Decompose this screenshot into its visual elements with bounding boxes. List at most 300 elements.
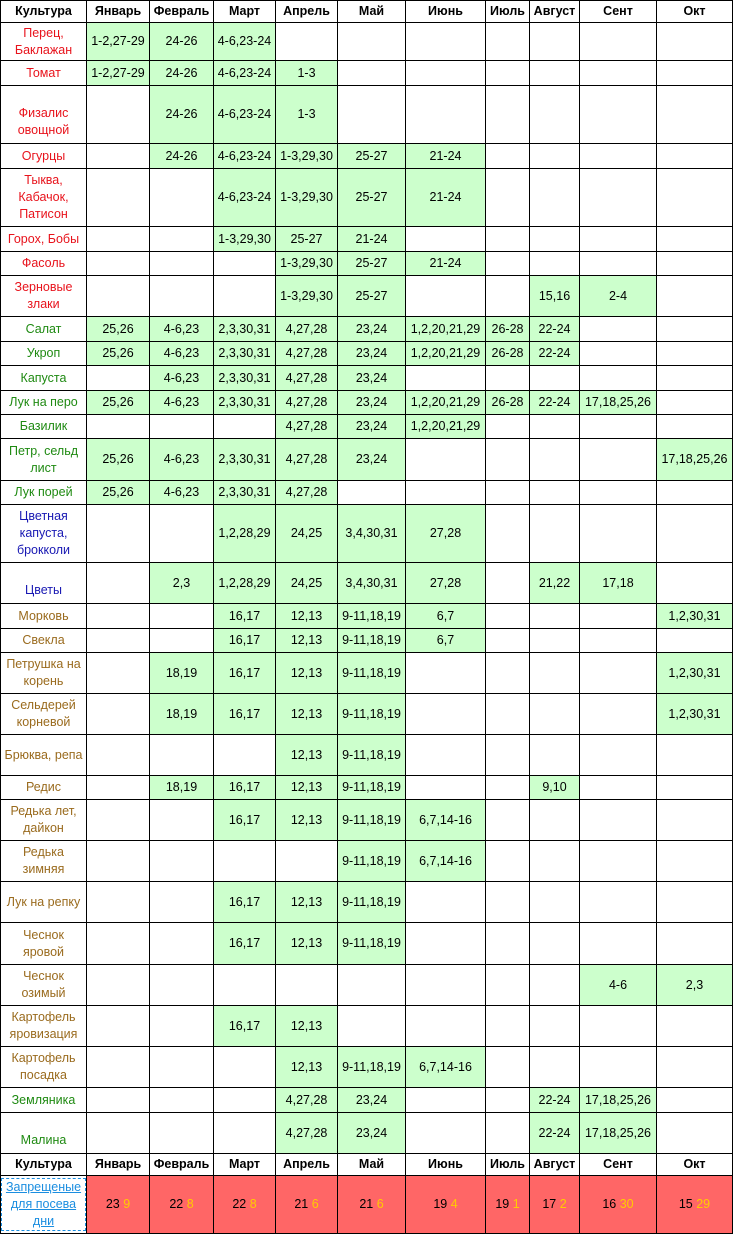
sowing-cell-aug bbox=[530, 439, 580, 481]
sowing-cell-jun: 6,7 bbox=[406, 629, 486, 653]
crop-name: Малина bbox=[1, 1113, 87, 1154]
sowing-cell-jul: 26-28 bbox=[486, 391, 530, 415]
sowing-cell-feb: 24-26 bbox=[150, 23, 214, 61]
sowing-cell-jun bbox=[406, 439, 486, 481]
sowing-cell-feb bbox=[150, 923, 214, 965]
crop-name: Укроп bbox=[1, 342, 87, 366]
header-month-oct: Окт bbox=[657, 1, 733, 23]
table-row bbox=[1, 841, 733, 882]
sowing-cell-jan bbox=[87, 366, 150, 391]
forbidden-day-primary: 16 bbox=[602, 1197, 617, 1211]
sowing-cell-apr: 24,25 bbox=[276, 505, 338, 563]
crop-name: Лук порей bbox=[1, 481, 87, 505]
sowing-cell-may bbox=[338, 1006, 406, 1047]
sowing-cell-mar bbox=[214, 1047, 276, 1088]
sowing-cell-jul bbox=[486, 841, 530, 882]
sowing-cell-sep bbox=[580, 1006, 657, 1047]
table-row bbox=[1, 391, 733, 415]
forbidden-day-secondary: 30 bbox=[619, 1197, 634, 1211]
sowing-cell-jun bbox=[406, 366, 486, 391]
table-row bbox=[1, 366, 733, 391]
sowing-cell-sep bbox=[580, 227, 657, 252]
sowing-cell-sep bbox=[580, 653, 657, 694]
sowing-cell-mar bbox=[214, 252, 276, 276]
sowing-cell-jan bbox=[87, 144, 150, 169]
sowing-cell-jul bbox=[486, 1047, 530, 1088]
crop-name: Земляника bbox=[1, 1088, 87, 1113]
header-month-aug: Август bbox=[530, 1, 580, 23]
header-month-jan: Январь bbox=[87, 1154, 150, 1176]
sowing-cell-apr: 1-3,29,30 bbox=[276, 276, 338, 317]
table-row bbox=[1, 1047, 733, 1088]
table-row bbox=[1, 61, 733, 86]
sowing-cell-mar: 2,3,30,31 bbox=[214, 366, 276, 391]
sowing-cell-aug: 15,16 bbox=[530, 276, 580, 317]
header-month-jun: Июнь bbox=[406, 1154, 486, 1176]
sowing-cell-sep bbox=[580, 505, 657, 563]
sowing-cell-jun: 27,28 bbox=[406, 563, 486, 604]
forbidden-days-link[interactable]: Запрещеные для посева дни bbox=[1, 1178, 86, 1231]
header-month-may: Май bbox=[338, 1154, 406, 1176]
sowing-cell-sep bbox=[580, 439, 657, 481]
sowing-cell-oct: 1,2,30,31 bbox=[657, 653, 733, 694]
sowing-cell-may: 9-11,18,19 bbox=[338, 923, 406, 965]
sowing-cell-sep bbox=[580, 923, 657, 965]
crop-name: Горох, Бобы bbox=[1, 227, 87, 252]
forbidden-day-secondary: 1 bbox=[512, 1197, 520, 1211]
sowing-cell-jul bbox=[486, 144, 530, 169]
sowing-cell-may: 9-11,18,19 bbox=[338, 1047, 406, 1088]
sowing-cell-oct bbox=[657, 317, 733, 342]
sowing-cell-apr: 4,27,28 bbox=[276, 366, 338, 391]
sowing-cell-feb bbox=[150, 735, 214, 776]
sowing-cell-may: 25-27 bbox=[338, 276, 406, 317]
forbidden-days-mar bbox=[214, 1176, 276, 1234]
sowing-cell-may: 23,24 bbox=[338, 366, 406, 391]
sowing-cell-sep bbox=[580, 481, 657, 505]
sowing-cell-apr: 1-3 bbox=[276, 61, 338, 86]
sowing-cell-aug: 22-24 bbox=[530, 1088, 580, 1113]
header-crop: Культура bbox=[1, 1, 87, 23]
forbidden-days-jan bbox=[87, 1176, 150, 1234]
sowing-cell-apr: 12,13 bbox=[276, 604, 338, 629]
crop-name: Цветная капуста, брокколи bbox=[1, 505, 87, 563]
sowing-cell-mar bbox=[214, 965, 276, 1006]
sowing-cell-oct bbox=[657, 481, 733, 505]
sowing-cell-aug bbox=[530, 1006, 580, 1047]
crop-name: Картофель яровизация bbox=[1, 1006, 87, 1047]
sowing-cell-may: 9-11,18,19 bbox=[338, 604, 406, 629]
forbidden-day-primary: 22 bbox=[169, 1197, 184, 1211]
sowing-cell-mar: 16,17 bbox=[214, 800, 276, 841]
sowing-cell-oct bbox=[657, 61, 733, 86]
header-month-jun: Июнь bbox=[406, 1, 486, 23]
table-row bbox=[1, 1113, 733, 1154]
sowing-cell-may bbox=[338, 23, 406, 61]
sowing-cell-may: 9-11,18,19 bbox=[338, 735, 406, 776]
sowing-cell-sep bbox=[580, 342, 657, 366]
sowing-cell-jan: 25,26 bbox=[87, 317, 150, 342]
table-row bbox=[1, 735, 733, 776]
sowing-cell-oct bbox=[657, 800, 733, 841]
sowing-cell-sep: 17,18 bbox=[580, 563, 657, 604]
sowing-cell-mar: 16,17 bbox=[214, 882, 276, 923]
sowing-cell-apr: 12,13 bbox=[276, 629, 338, 653]
sowing-cell-jun: 21-24 bbox=[406, 252, 486, 276]
forbidden-day-primary: 23 bbox=[105, 1197, 120, 1211]
sowing-cell-may: 23,24 bbox=[338, 415, 406, 439]
sowing-cell-apr: 12,13 bbox=[276, 923, 338, 965]
sowing-cell-oct bbox=[657, 1088, 733, 1113]
sowing-cell-oct bbox=[657, 882, 733, 923]
sowing-cell-feb: 18,19 bbox=[150, 776, 214, 800]
sowing-cell-mar: 2,3,30,31 bbox=[214, 342, 276, 366]
sowing-cell-mar: 4-6,23-24 bbox=[214, 23, 276, 61]
sowing-cell-sep bbox=[580, 1047, 657, 1088]
sowing-cell-apr: 12,13 bbox=[276, 776, 338, 800]
forbidden-day-secondary: 6 bbox=[376, 1197, 384, 1211]
table-row bbox=[1, 169, 733, 227]
sowing-cell-jan: 25,26 bbox=[87, 439, 150, 481]
sowing-cell-sep: 2-4 bbox=[580, 276, 657, 317]
sowing-cell-may: 9-11,18,19 bbox=[338, 629, 406, 653]
table-row bbox=[1, 1088, 733, 1113]
sowing-cell-jun bbox=[406, 1006, 486, 1047]
sowing-cell-jun: 1,2,20,21,29 bbox=[406, 317, 486, 342]
sowing-cell-jan bbox=[87, 882, 150, 923]
sowing-cell-aug: 22-24 bbox=[530, 342, 580, 366]
sowing-cell-mar: 4-6,23-24 bbox=[214, 86, 276, 144]
forbidden-days-jun bbox=[406, 1176, 486, 1234]
table-row bbox=[1, 276, 733, 317]
sowing-cell-apr: 4,27,28 bbox=[276, 481, 338, 505]
sowing-cell-sep bbox=[580, 144, 657, 169]
sowing-cell-jan bbox=[87, 604, 150, 629]
sowing-cell-aug: 21,22 bbox=[530, 563, 580, 604]
sowing-cell-mar: 16,17 bbox=[214, 776, 276, 800]
sowing-cell-jun: 1,2,20,21,29 bbox=[406, 342, 486, 366]
forbidden-day-secondary: 4 bbox=[450, 1197, 458, 1211]
table-row bbox=[1, 965, 733, 1006]
sowing-cell-jul bbox=[486, 481, 530, 505]
forbidden-day-secondary: 9 bbox=[123, 1197, 131, 1211]
sowing-cell-mar bbox=[214, 1088, 276, 1113]
sowing-cell-oct bbox=[657, 342, 733, 366]
sowing-cell-oct: 1,2,30,31 bbox=[657, 694, 733, 735]
sowing-cell-jun bbox=[406, 481, 486, 505]
sowing-cell-may: 23,24 bbox=[338, 439, 406, 481]
sowing-cell-aug bbox=[530, 415, 580, 439]
sowing-cell-mar: 16,17 bbox=[214, 604, 276, 629]
sowing-cell-sep: 4-6 bbox=[580, 965, 657, 1006]
table-row bbox=[1, 481, 733, 505]
forbidden-day-secondary: 8 bbox=[186, 1197, 194, 1211]
table-row bbox=[1, 317, 733, 342]
sowing-cell-oct: 1,2,30,31 bbox=[657, 604, 733, 629]
sowing-cell-aug bbox=[530, 841, 580, 882]
sowing-cell-may: 21-24 bbox=[338, 227, 406, 252]
sowing-cell-oct bbox=[657, 86, 733, 144]
sowing-cell-aug: 22-24 bbox=[530, 1113, 580, 1154]
sowing-cell-jan bbox=[87, 252, 150, 276]
sowing-cell-jul: 26-28 bbox=[486, 342, 530, 366]
sowing-cell-jan bbox=[87, 653, 150, 694]
sowing-cell-jul bbox=[486, 415, 530, 439]
sowing-cell-feb bbox=[150, 841, 214, 882]
sowing-cell-jun bbox=[406, 653, 486, 694]
sowing-cell-oct bbox=[657, 841, 733, 882]
sowing-cell-jun bbox=[406, 923, 486, 965]
crop-name: Лук на перо bbox=[1, 391, 87, 415]
sowing-cell-sep bbox=[580, 694, 657, 735]
sowing-cell-feb bbox=[150, 1113, 214, 1154]
sowing-cell-sep: 17,18,25,26 bbox=[580, 391, 657, 415]
sowing-cell-apr: 12,13 bbox=[276, 653, 338, 694]
sowing-cell-jan bbox=[87, 1113, 150, 1154]
sowing-cell-sep bbox=[580, 317, 657, 342]
sowing-cell-aug bbox=[530, 629, 580, 653]
sowing-cell-oct bbox=[657, 391, 733, 415]
sowing-cell-jul bbox=[486, 252, 530, 276]
sowing-cell-jan bbox=[87, 415, 150, 439]
sowing-cell-jun: 21-24 bbox=[406, 144, 486, 169]
table-row bbox=[1, 144, 733, 169]
sowing-cell-jul bbox=[486, 735, 530, 776]
sowing-cell-apr: 12,13 bbox=[276, 1006, 338, 1047]
table-row bbox=[1, 923, 733, 965]
sowing-cell-may: 25-27 bbox=[338, 252, 406, 276]
sowing-cell-jun bbox=[406, 276, 486, 317]
sowing-cell-may: 23,24 bbox=[338, 1088, 406, 1113]
header-month-sep: Сент bbox=[580, 1, 657, 23]
sowing-cell-jun bbox=[406, 694, 486, 735]
sowing-cell-feb: 18,19 bbox=[150, 694, 214, 735]
sowing-cell-mar: 16,17 bbox=[214, 694, 276, 735]
forbidden-days-oct bbox=[657, 1176, 733, 1234]
sowing-cell-jul bbox=[486, 965, 530, 1006]
sowing-cell-jan bbox=[87, 735, 150, 776]
sowing-cell-sep bbox=[580, 800, 657, 841]
sowing-cell-aug bbox=[530, 604, 580, 629]
header-row-top bbox=[1, 1, 733, 23]
forbidden-day-secondary: 6 bbox=[311, 1197, 319, 1211]
sowing-cell-aug bbox=[530, 366, 580, 391]
header-month-jul: Июль bbox=[486, 1, 530, 23]
sowing-cell-jul bbox=[486, 629, 530, 653]
sowing-cell-feb bbox=[150, 252, 214, 276]
sowing-cell-aug: 9,10 bbox=[530, 776, 580, 800]
sowing-cell-jun bbox=[406, 965, 486, 1006]
sowing-cell-jun bbox=[406, 227, 486, 252]
sowing-cell-jun: 1,2,20,21,29 bbox=[406, 391, 486, 415]
sowing-cell-aug: 22-24 bbox=[530, 317, 580, 342]
sowing-cell-feb bbox=[150, 169, 214, 227]
table-row bbox=[1, 415, 733, 439]
crop-name: Перец, Баклажан bbox=[1, 23, 87, 61]
sowing-cell-jul bbox=[486, 800, 530, 841]
sowing-cell-jun bbox=[406, 23, 486, 61]
sowing-cell-apr bbox=[276, 23, 338, 61]
sowing-cell-feb: 4-6,23 bbox=[150, 342, 214, 366]
sowing-cell-jul bbox=[486, 505, 530, 563]
sowing-cell-may: 23,24 bbox=[338, 1113, 406, 1154]
sowing-cell-sep bbox=[580, 776, 657, 800]
sowing-cell-apr: 12,13 bbox=[276, 1047, 338, 1088]
sowing-cell-jul bbox=[486, 1113, 530, 1154]
header-month-aug: Август bbox=[530, 1154, 580, 1176]
crop-name: Чеснок яровой bbox=[1, 923, 87, 965]
sowing-cell-feb: 4-6,23 bbox=[150, 481, 214, 505]
sowing-cell-sep: 17,18,25,26 bbox=[580, 1088, 657, 1113]
sowing-cell-oct bbox=[657, 1006, 733, 1047]
sowing-cell-jul bbox=[486, 653, 530, 694]
crop-name: Редис bbox=[1, 776, 87, 800]
crop-name: Свекла bbox=[1, 629, 87, 653]
sowing-cell-jan bbox=[87, 505, 150, 563]
sowing-cell-jul bbox=[486, 276, 530, 317]
sowing-cell-jul bbox=[486, 227, 530, 252]
sowing-cell-jul bbox=[486, 776, 530, 800]
sowing-cell-oct bbox=[657, 366, 733, 391]
sowing-cell-mar: 16,17 bbox=[214, 629, 276, 653]
table-row bbox=[1, 1006, 733, 1047]
sowing-cell-jun bbox=[406, 1113, 486, 1154]
sowing-cell-apr: 1-3,29,30 bbox=[276, 169, 338, 227]
table-row bbox=[1, 505, 733, 563]
sowing-cell-aug bbox=[530, 965, 580, 1006]
forbidden-day-primary: 17 bbox=[542, 1197, 557, 1211]
sowing-cell-oct bbox=[657, 563, 733, 604]
sowing-cell-sep bbox=[580, 882, 657, 923]
forbidden-day-primary: 21 bbox=[359, 1197, 374, 1211]
sowing-cell-feb bbox=[150, 604, 214, 629]
table-row bbox=[1, 23, 733, 61]
sowing-cell-mar: 2,3,30,31 bbox=[214, 391, 276, 415]
sowing-cell-apr: 4,27,28 bbox=[276, 1088, 338, 1113]
crop-name: Фасоль bbox=[1, 252, 87, 276]
crop-name: Чеснок озимый bbox=[1, 965, 87, 1006]
sowing-cell-apr bbox=[276, 965, 338, 1006]
crop-name: Цветы bbox=[1, 563, 87, 604]
sowing-cell-feb: 4-6,23 bbox=[150, 366, 214, 391]
sowing-cell-jun bbox=[406, 735, 486, 776]
sowing-cell-jul bbox=[486, 23, 530, 61]
sowing-cell-may: 23,24 bbox=[338, 391, 406, 415]
sowing-cell-jun bbox=[406, 86, 486, 144]
sowing-cell-apr bbox=[276, 841, 338, 882]
sowing-cell-jan: 1-2,27-29 bbox=[87, 23, 150, 61]
sowing-cell-feb bbox=[150, 1006, 214, 1047]
sowing-cell-jan: 1-2,27-29 bbox=[87, 61, 150, 86]
sowing-cell-jun bbox=[406, 61, 486, 86]
sowing-cell-jan bbox=[87, 1047, 150, 1088]
sowing-cell-aug bbox=[530, 1047, 580, 1088]
table-body bbox=[1, 1, 733, 1234]
sowing-cell-aug bbox=[530, 882, 580, 923]
sowing-cell-aug bbox=[530, 694, 580, 735]
sowing-cell-jul bbox=[486, 61, 530, 86]
sowing-cell-apr: 12,13 bbox=[276, 735, 338, 776]
table-row bbox=[1, 882, 733, 923]
crop-name: Морковь bbox=[1, 604, 87, 629]
sowing-cell-may: 3,4,30,31 bbox=[338, 563, 406, 604]
sowing-cell-apr: 4,27,28 bbox=[276, 342, 338, 366]
header-row-bottom bbox=[1, 1154, 733, 1176]
sowing-cell-jun: 27,28 bbox=[406, 505, 486, 563]
sowing-cell-jul bbox=[486, 439, 530, 481]
sowing-cell-mar: 2,3,30,31 bbox=[214, 317, 276, 342]
sowing-cell-may: 23,24 bbox=[338, 317, 406, 342]
sowing-cell-jan bbox=[87, 1088, 150, 1113]
sowing-cell-apr: 4,27,28 bbox=[276, 1113, 338, 1154]
sowing-cell-may: 25-27 bbox=[338, 144, 406, 169]
sowing-cell-jan bbox=[87, 776, 150, 800]
sowing-cell-sep bbox=[580, 23, 657, 61]
sowing-cell-feb: 24-26 bbox=[150, 86, 214, 144]
table-row bbox=[1, 439, 733, 481]
crop-name: Лук на репку bbox=[1, 882, 87, 923]
sowing-cell-apr: 24,25 bbox=[276, 563, 338, 604]
sowing-cell-jun: 21-24 bbox=[406, 169, 486, 227]
sowing-cell-oct bbox=[657, 227, 733, 252]
sowing-cell-jul bbox=[486, 563, 530, 604]
sowing-cell-feb bbox=[150, 227, 214, 252]
forbidden-day-primary: 15 bbox=[678, 1197, 693, 1211]
sowing-cell-feb: 2,3 bbox=[150, 563, 214, 604]
sowing-cell-may bbox=[338, 86, 406, 144]
crop-name: Картофель посадка bbox=[1, 1047, 87, 1088]
sowing-cell-aug bbox=[530, 169, 580, 227]
header-month-oct: Окт bbox=[657, 1154, 733, 1176]
sowing-cell-jan bbox=[87, 841, 150, 882]
header-month-apr: Апрель bbox=[276, 1, 338, 23]
sowing-cell-may: 9-11,18,19 bbox=[338, 776, 406, 800]
crop-name: Огурцы bbox=[1, 144, 87, 169]
table-row bbox=[1, 604, 733, 629]
header-month-feb: Февраль bbox=[150, 1, 214, 23]
sowing-cell-feb: 18,19 bbox=[150, 653, 214, 694]
table-row bbox=[1, 800, 733, 841]
sowing-cell-jun bbox=[406, 1088, 486, 1113]
forbidden-days-jul bbox=[486, 1176, 530, 1234]
sowing-cell-may: 9-11,18,19 bbox=[338, 882, 406, 923]
sowing-cell-jun: 6,7,14-16 bbox=[406, 1047, 486, 1088]
sowing-cell-jun: 6,7,14-16 bbox=[406, 800, 486, 841]
sowing-cell-jan bbox=[87, 1006, 150, 1047]
sowing-cell-oct bbox=[657, 629, 733, 653]
table-row bbox=[1, 227, 733, 252]
sowing-cell-aug: 22-24 bbox=[530, 391, 580, 415]
sowing-cell-jan bbox=[87, 694, 150, 735]
forbidden-days-feb bbox=[150, 1176, 214, 1234]
sowing-cell-mar bbox=[214, 415, 276, 439]
sowing-cell-oct bbox=[657, 276, 733, 317]
sowing-cell-apr: 4,27,28 bbox=[276, 439, 338, 481]
sowing-cell-sep bbox=[580, 735, 657, 776]
crop-name: Брюква, репа bbox=[1, 735, 87, 776]
sowing-cell-jul bbox=[486, 604, 530, 629]
sowing-cell-apr: 1-3,29,30 bbox=[276, 144, 338, 169]
forbidden-day-primary: 19 bbox=[433, 1197, 448, 1211]
sowing-cell-aug bbox=[530, 481, 580, 505]
sowing-cell-oct bbox=[657, 415, 733, 439]
sowing-cell-aug bbox=[530, 735, 580, 776]
sowing-cell-jul bbox=[486, 923, 530, 965]
table-row bbox=[1, 653, 733, 694]
sowing-cell-may bbox=[338, 61, 406, 86]
sowing-cell-jan bbox=[87, 169, 150, 227]
forbidden-day-secondary: 2 bbox=[559, 1197, 567, 1211]
